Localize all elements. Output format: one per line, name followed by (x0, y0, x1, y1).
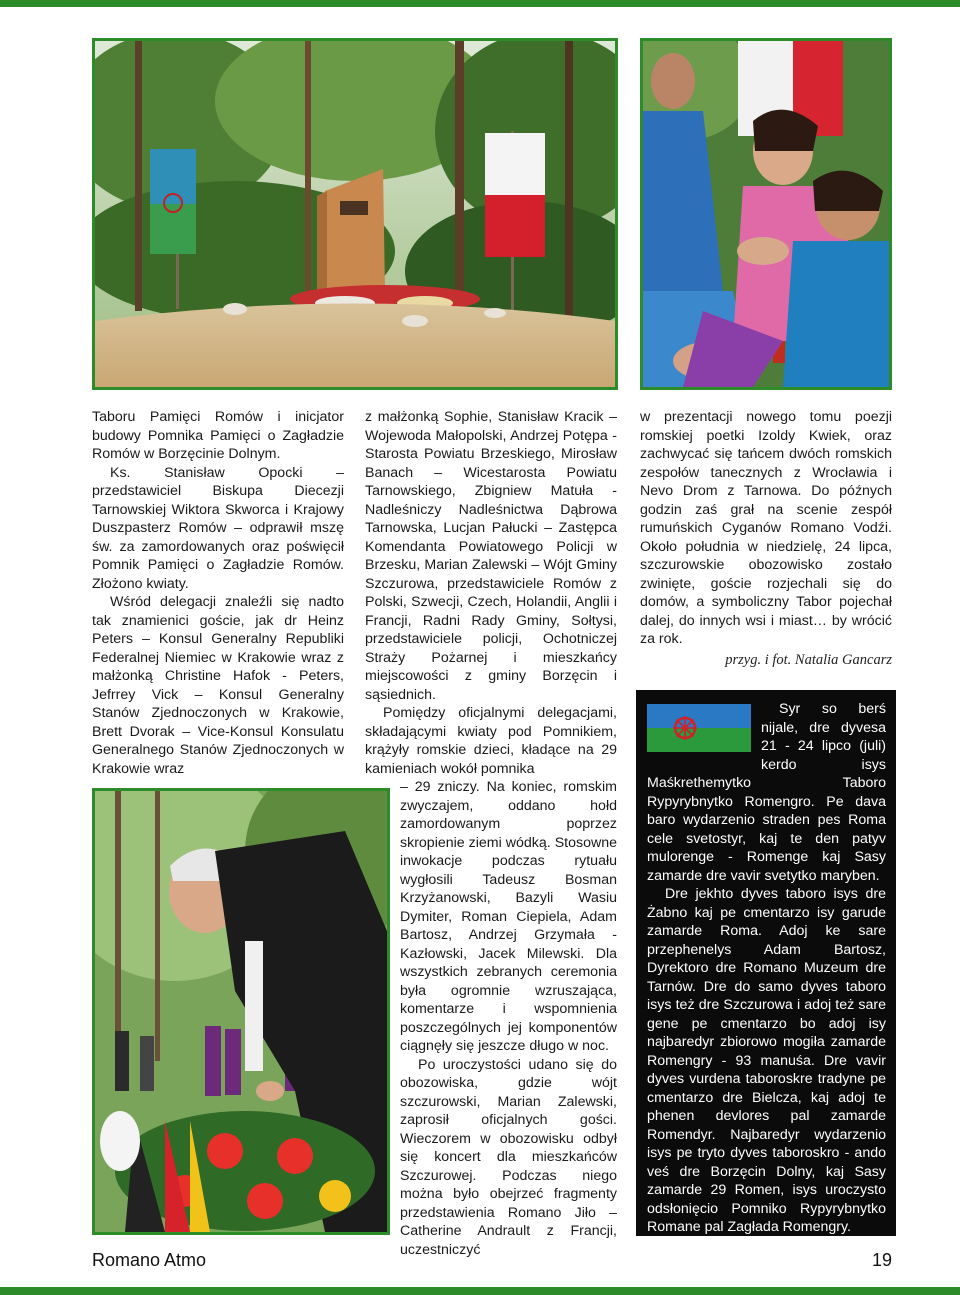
consul-photo-image (95, 791, 387, 1232)
column-left-top (92, 408, 344, 778)
photo-girls (640, 38, 892, 390)
romani-paragraph: Dre jekhto dyves taboro isys dre Żabno kaj pe cmentarzo isy garude zamarde Roma. Adoj ke sare przephenelys Adam Bartosz, Dyrektoro dre Romano Muzeum dre Tarnów. Dre do samo dyves taboro isys też dre Szczurowa i adoj też sare gene pe cmentarzo bo adoj isy najbaredyr zbiorowo mogiła zamarde Romengry - 93 manuśa. Dre vavir dyves vurdena taboroskre tradyne pe cmentarzo dre Bielcza, kaj adoj te phenen devlores pal zamarde Romendyr. Najbaredyr wydarzenio isys pe tryto dyves taboroskro - ando veś dre Borzęcin Dolny, kaj Sasy zamarde 29 Romen, isys uroczysto odsłonięcio Pomniko Rypyrybnytko Romane pal Zagłada Romengry. (647, 886, 886, 1235)
paragraph: Taboru Pamięci Romów i inicjator budowy Pomnika Pamięci o Zagładzie Romów w Borzęcinie Dolnym. (92, 409, 344, 462)
top-green-rule (0, 0, 960, 7)
paragraph: w prezentacji nowego tomu poezji romskiej poetki Izoldy Kwiek, oraz zachwycać się tańcem dwóch romskich zespołów tanecznych z Wrocławia i Nevo Drom z Tarnowa. Do późnych godzin zaś grał na scenie zespół rumuńskich Cyganów Romano Vodźi. Około południa w niedzielę, 24 lipca, szczurowskie obozowisko zostało zwinięte, goście rozjechali się do domów, a symboliczny Tabor pojechał dalej, do innych wsi i miast… by wrócić za rok. (640, 409, 892, 647)
romani-language-box (636, 690, 896, 1236)
paragraph: Pomiędzy oficjalnymi delegacjami, składającymi kwiaty pod Pomnikiem, krążyły romskie dzieci, kładące na 29 kamieniach wokół pomnika (365, 705, 617, 777)
magazine-title: Romano Atmo (92, 1250, 207, 1270)
paragraph: Ks. Stanisław Opocki – przedstawiciel Biskupa Diecezji Tarnowskiej Wiktora Skworca i Krajowy Duszpasterz Romów – odprawił mszę św. za zamordowanych oraz poświęcił Pomnik Pamięci o Zagładzie Romów. Złożono kwiaty. (92, 464, 344, 592)
paragraph: Po uroczystości udano się do obozowiska, gdzie wójt szczurowski, Marian Zalewski, zaprosił oficjalnych gości. Wieczorem w obozowisku odbył się koncert dla mieszkańców Szczurowej. Podczas niego można było obejrzeć fragmenty przedstawienia Romano Jiło – Catherine Andrault z Francji, uczestniczyć (400, 1056, 617, 1258)
romani-flag-icon (647, 704, 751, 752)
photo-credit: przyg. i fot. Natalia Gancarz (725, 652, 892, 668)
photo-consul (92, 788, 390, 1235)
page-number: 19 (871, 1250, 892, 1270)
bottom-green-rule (0, 1287, 960, 1295)
column-middle-bottom (400, 778, 617, 1259)
photo-memorial (92, 38, 618, 390)
paragraph: Wśród delegacji znaleźli się nadto tak znamienici goście, jak dr Heinz Peters – Konsul Generalny Republiki Federalnej Niemiec w Krakowie wraz z małżonką Christine Hafok - Peters, Jefrrey Vick – Konsul Generalny Stanów Zjednoczonych w Krakowie, Brett Dvorak – Vice-Konsul Konsulatu Generalnego Stanów Zjednoczonych w Krakowie wraz (92, 594, 344, 777)
memorial-photo-image (95, 41, 615, 387)
girls-photo-image (643, 41, 889, 387)
paragraph: z małżonką Sophie, Stanisław Kracik – Wojewoda Małopolski, Andrzej Potępa - Starosta Powiatu Brzeskiego, Mirosław Banach – Wicestarosta Powiatu Tarnowskiego, Zbigniew Matuła - Nadleśniczy Nadleśnictwa Dąbrowa Tarnowska, Lucjan Pałucki – Zastępca Komendanta Powiatowego Policji w Brzesku, Marian Zalewski – Wójt Gminy Szczurowa, przedstawiciele Romów z Polski, Szwecji, Czech, Holandii, Anglii i Francji, Radni Rady Gminy, Sołtysi, przedstawiciele policji, Ochotniczej Straży Pożarnej i mieszkańcy miejscowości z gminy Borzęcin i sąsiednich. (365, 409, 617, 703)
paragraph: – 29 zniczy. Na koniec, romskim zwyczajem, oddano hołd zamordowanym poprzez skropienie ziemi wódką. Stosowne inwokacje podczas rytuału wygłosili Tadeusz Bosman Krzyżanowski, Bazyli Wasiu Dymiter, Roman Ciepiela, Adam Bartosz, Andrzej Grzymała - Kazłowski, Jacek Milewski. Dla wszystkich zebranych ceremonia była ogromnie wzruszająca, komentarze i wspomnienia poszczególnych jej komponentów ciągnęły się jeszcze długo w noc. (400, 779, 617, 1054)
column-right-top (640, 408, 892, 649)
column-middle-top (365, 408, 617, 778)
romani-paragraph: Syr so berś nijale, dre dyvesa 21 - 24 lipco (juli) kerdo isys Maśkrethemytko Taboro Rypyrybnytko Romengro. Pe dava baro wydarzenio straden pes Roma cele svetostyr, kaj te den patyv mulorenge - Romenge kaj Sasy zamarde dre vavir svetytko maryben. (647, 701, 886, 884)
